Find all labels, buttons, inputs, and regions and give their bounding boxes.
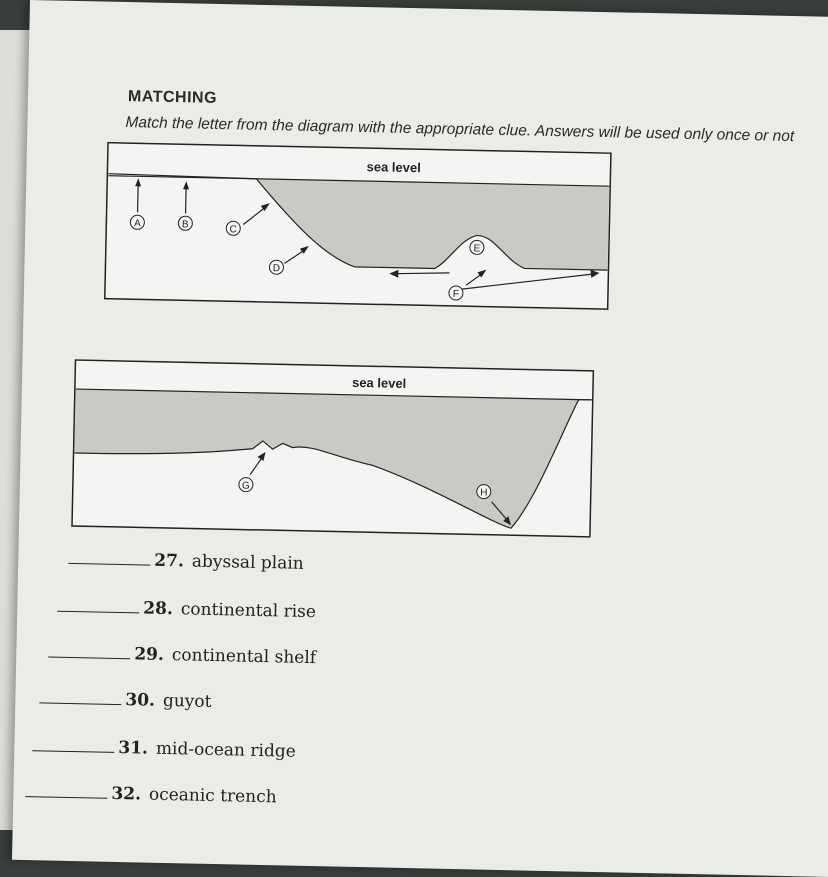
answer-blank[interactable] [68,563,150,566]
answer-blank[interactable] [25,796,107,799]
diagram-ridge-trench [71,359,594,540]
label-d [269,260,283,274]
label-e [470,240,484,254]
svg-text:F: F [452,288,460,301]
label-h [477,484,491,498]
svg-text:E: E [473,243,481,255]
svg-text:C: C [229,224,237,236]
svg-text:H: H [480,487,488,499]
label-f [449,286,463,300]
svg-text:B: B [181,219,189,231]
label-g [239,477,253,491]
svg-text:G: G [241,480,250,492]
section-title: MATCHING [127,88,218,107]
answer-blank[interactable] [32,750,114,753]
label-a [130,215,144,229]
label-c [226,221,240,235]
answer-blank[interactable] [57,611,139,614]
answer-blank[interactable] [39,702,121,705]
section-instructions: Match the letter from the diagram with the appropriate clue. Answers will be used only once or not [125,114,795,146]
label-b [178,216,192,230]
clue-27: 27. abyssal plain [68,549,304,574]
sea-level-label: sea level [351,374,407,391]
clue-31: 31. mid-ocean ridge [32,736,296,762]
clue-29: 29. continental shelf [48,643,316,669]
sea-level-label: sea level [366,159,421,176]
worksheet-page [12,0,828,877]
clue-28: 28. continental rise [57,597,316,622]
svg-text:D: D [272,263,281,275]
clue-32: 32. oceanic trench [25,782,277,807]
answer-blank[interactable] [48,657,130,660]
svg-text:A: A [133,218,141,230]
diagram-continental-margin [104,142,612,313]
clue-30: 30. guyot [39,688,211,712]
